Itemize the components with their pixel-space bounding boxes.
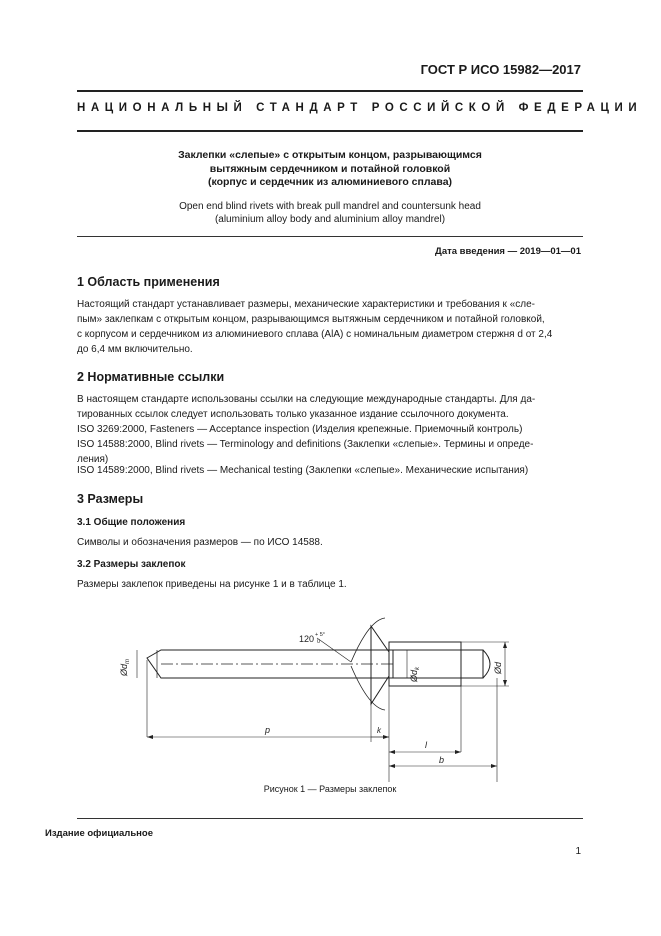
label-dm: $Ød_m$ [119,658,131,676]
banner-rule [77,130,583,132]
countersunk-head [371,626,389,704]
document-code: ГОСТ Р ИСО 15982—2017 [420,62,581,77]
section-3-1-text: Символы и обозначения размеров — по ИСО 14588. [77,537,323,548]
title-ru-line: вытяжным сердечником и потайной головкой [209,162,451,175]
arrow [389,750,395,754]
section-3-1-heading: 3.1 Общие положения [77,517,186,528]
footer-rule [77,818,583,819]
angle-arc-bottom [351,666,385,710]
section-2-reference: ISO 14588:2000, Blind rivets — Terminology and definitions (Заклепки «слепые». Термины и опреде- [77,439,534,450]
label-dk: $Ød_k$ [409,666,421,682]
label-l: l [425,740,427,750]
national-standard-banner: НАЦИОНАЛЬНЫЙ СТАНДАРТ РОССИЙСКОЙ ФЕДЕРАЦИИ [77,102,643,114]
section-2-line: тированных ссылок следует использовать только указанное издание ссылочного документа. [77,409,509,420]
angle-label: 120 [299,634,315,644]
rivet-body [389,642,461,686]
figure-1-rivet-drawing [77,612,583,782]
figure-caption: Рисунок 1 — Размеры заклепок [263,784,397,794]
section-3-2-text: Размеры заклепок приведены на рисунке 1 и в таблице 1. [77,579,347,590]
page-number: 1 [575,846,581,857]
section-2-reference: ISO 3269:2000, Fasteners — Acceptance inspection (Изделия крепежные. Приемочный контроль) [77,424,523,435]
section-2-reference: ления) [77,454,109,465]
arrow [503,642,507,648]
arrow [389,764,395,768]
mandrel-head-end [483,650,490,678]
section-2-heading: 2 Нормативные ссылки [77,370,225,384]
title-en-line: Open end blind rivets with break pull mandrel and countersunk head [179,201,481,212]
rivet-drawing-svg [77,612,583,782]
official-edition-label: Издание официальное [45,828,153,839]
section-2-reference: ISO 14589:2000, Blind rivets — Mechanical testing (Заклепки «слепые». Механические испытания) [77,465,529,476]
section-1-line: с корпусом и сердечником из алюминиевого сплава (AlA) с номинальным диаметром стержня d от 2,4 [77,329,553,340]
section-1-line [77,297,583,312]
label-b: b [439,755,445,765]
mandrel-head [461,650,483,678]
section-1-heading: 1 Область применения [77,275,220,289]
label-d: Ød [493,661,503,674]
arrow [503,680,507,686]
title-ru-line: (корпус и сердечник из алюминиевого сплава) [207,176,453,188]
section-1-text: Настоящий стандарт устанавливает размеры, механические характеристики и требования к «сле- [77,299,535,310]
angle-tolerance-plus: + 5° [315,632,325,638]
section-3-heading: 3 Размеры [77,492,144,506]
title-rule [77,236,583,237]
top-rule [77,90,583,92]
angle-arc-top [351,618,385,662]
title-ru-line: Заклепки «слепые» с открытым концом, разрывающимся [178,149,482,161]
label-p: p [265,725,271,735]
section-1-line: до 6,4 мм включительно. [77,344,193,355]
angle-tolerance-minus: 0 [317,639,321,645]
arrow [147,735,153,739]
introduction-date: Дата введения — 2019—01—01 [435,246,581,257]
section-3-2-heading: 3.2 Размеры заклепок [77,559,186,570]
arrow [383,735,389,739]
title-english [77,200,583,226]
label-k: k [377,726,381,735]
arrow [455,750,461,754]
section-2-line: В настоящем стандарте использованы ссылки на следующие международные стандарты. Для да- [77,394,536,405]
section-1-line: пым» заклепкам с открытым концом, разрывающимся вытяжным сердечником и потайной головкой, [77,314,545,325]
title-en-line: (aluminium alloy body and aluminium alloy mandrel) [214,214,446,225]
arrow [491,764,497,768]
title-russian [77,149,583,190]
